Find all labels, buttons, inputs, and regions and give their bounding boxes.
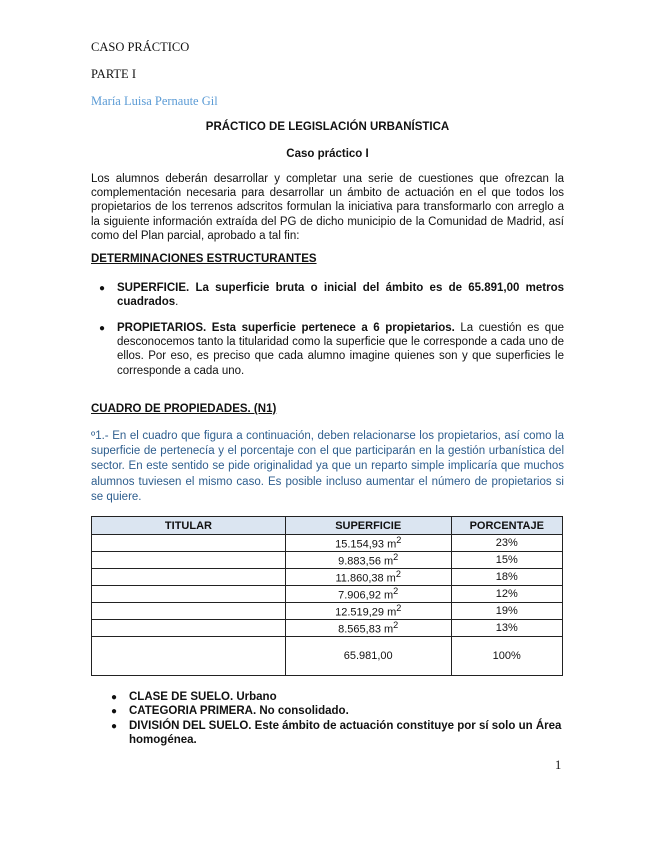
- list-categoria: CATEGORIA PRIMERA. No consolidado.: [129, 705, 349, 717]
- header-porcentaje: PORCENTAJE: [451, 517, 563, 535]
- bullet-superficie: [117, 281, 564, 309]
- bullet-superficie-bold: SUPERFICIE. La superficie bruta o inicial del ámbito es de 65.891,00 metros cuadrados: [117, 282, 564, 309]
- table-row: [92, 586, 563, 603]
- header-parte: PARTE I: [91, 67, 136, 81]
- note-paragraph: º1.- En el cuadro que figura a continuación, deben relacionarse los propietarios, así como la superficie de pertenecía y el porcentaje con el que participarán en la gestión urbanística del sector. En este sentido se pide originalidad ya que un reparto simple implicaría que muchos alumnos tuviesen el mismo caso. Es posible incluso aumentar el número de propietarios si se quiere.: [91, 430, 564, 503]
- cell-superficie: 8.565,83 $m^2$: [285, 620, 451, 637]
- intro-paragraph: Los alumnos deberán desarrollar y completar una serie de cuestiones que ofrezcan la complementación necesaria para desarrollar un ámbito de actuación en el que todos los propietarios de los terrenos adscritos formulan la iniciativa para transformarlo con arreglo a la siguiente información extraída del PG de dicho municipio de la Comunidad de Madrid, así como del Plan parcial, aprobado a tal fin:: [91, 173, 564, 242]
- bullet-dot-icon: ●: [99, 323, 106, 334]
- cell-titular: [92, 535, 286, 552]
- bullet-superficie-rest: .: [175, 296, 179, 309]
- cell-superficie: 12.519,29 $m^2$: [285, 603, 451, 620]
- table-row: [92, 552, 563, 569]
- bullet-propietarios-bold: PROPIETARIOS. Esta superficie pertenece a 6 propietarios.: [117, 322, 455, 334]
- header-titular: TITULAR: [92, 517, 286, 535]
- cell-titular: [92, 569, 286, 586]
- author-name: María Luisa Pernaute Gil: [91, 94, 218, 108]
- cell-titular: [92, 603, 286, 620]
- section-cuadro: CUADRO DE PROPIEDADES. (N1): [91, 403, 277, 415]
- list-division: DIVISIÓN DEL SUELO. Este ámbito de actuación constituye por sí solo un Área homogénea.: [129, 720, 562, 747]
- bullet-dot-icon: ●: [111, 692, 118, 703]
- cell-total-porcentaje: 100%: [451, 637, 563, 676]
- cell-porcentaje: 15%: [451, 552, 563, 569]
- cell-superficie: 9.883,56 $m^2$: [285, 552, 451, 569]
- page-number: 1: [555, 758, 562, 772]
- document-subtitle: Caso práctico I: [286, 148, 369, 160]
- cell-porcentaje: 13%: [451, 620, 563, 637]
- header-superficie: SUPERFICIE: [285, 517, 451, 535]
- cell-porcentaje: 23%: [451, 535, 563, 552]
- section-determinaciones: DETERMINACIONES ESTRUCTURANTES: [91, 253, 317, 265]
- cell-total-superficie: 65.981,00: [285, 637, 451, 676]
- document-title: PRÁCTICO DE LEGISLACIÓN URBANÍSTICA: [205, 121, 450, 133]
- cell-porcentaje: 19%: [451, 603, 563, 620]
- table-total-row: [92, 637, 563, 676]
- cell-titular: [92, 552, 286, 569]
- bullet-dot-icon: ●: [111, 721, 118, 732]
- bullet-propietarios: [117, 321, 564, 378]
- table-row: [92, 569, 563, 586]
- cell-titular: [92, 620, 286, 637]
- table-row: [92, 620, 563, 637]
- table-row: [92, 603, 563, 620]
- properties-table: [91, 516, 563, 676]
- bullet-dot-icon: ●: [111, 706, 118, 717]
- cell-superficie: 11.860,38 $m^2$: [285, 569, 451, 586]
- cell-porcentaje: 18%: [451, 569, 563, 586]
- cell-total-titular: [92, 637, 286, 676]
- table-row: [92, 535, 563, 552]
- bullet-propietarios-rest: La cuestión es que desconocemos tanto la titularidad como la superficie que le corresponde a cada uno de ellos. Por eso, es preciso que cada alumno imagine quienes son y que superficies le corresponde a cada uno.: [117, 322, 564, 377]
- table-header-row: [92, 517, 563, 535]
- bullet-dot-icon: ●: [99, 283, 106, 294]
- cell-porcentaje: 12%: [451, 586, 563, 603]
- header-caso: CASO PRÁCTICO: [91, 40, 190, 54]
- list-clase-suelo: CLASE DE SUELO. Urbano: [129, 691, 277, 703]
- cell-superficie: 7.906,92 $m^2$: [285, 586, 451, 603]
- cell-titular: [92, 586, 286, 603]
- cell-superficie: 15.154,93 $m^2$: [285, 535, 451, 552]
